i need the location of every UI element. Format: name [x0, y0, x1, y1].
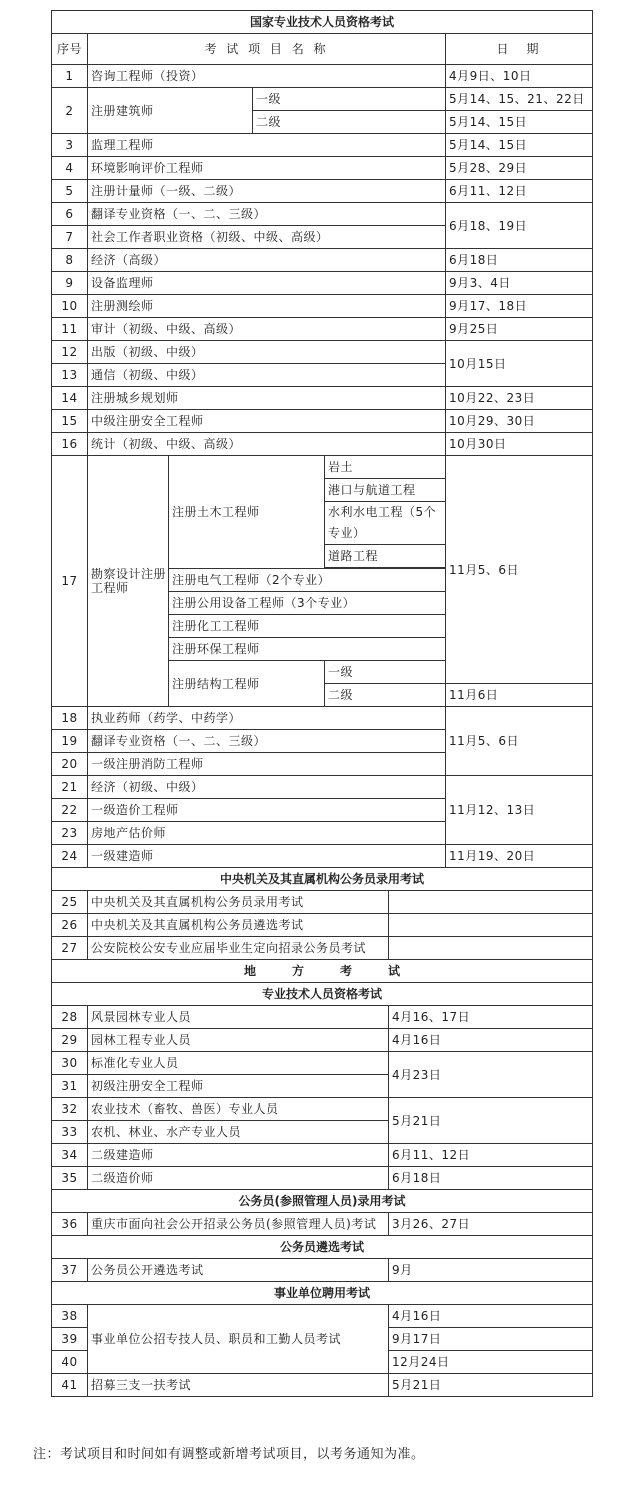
exam-name: 中央机关及其直属机构公务员遴选考试 [88, 914, 389, 937]
exam-name: 公安院校公安专业应届毕业生定向招录公务员考试 [88, 937, 389, 960]
exam-date: 9月3、4日 [446, 272, 593, 295]
exam-name: 注册城乡规划师 [88, 387, 446, 410]
header-name: 考 试 项 目 名 称 [88, 34, 446, 65]
exam-name: 中央机关及其直属机构公务员录用考试 [88, 891, 389, 914]
exam-name: 注册计量师（一级、二级） [88, 180, 446, 203]
section-title-central: 中央机关及其直属机构公务员录用考试 [52, 868, 593, 891]
table-row [52, 1144, 593, 1167]
seq-cell: 28 [52, 1006, 88, 1029]
exam-date: 10月30日 [446, 433, 593, 456]
exam-schedule [51, 10, 592, 1397]
exam-date: 6月18、19日 [446, 203, 593, 249]
seq-cell: 41 [52, 1374, 88, 1397]
exam-date: 10月29、30日 [446, 410, 593, 433]
exam-subname: 注册公用设备工程师（3个专业） [169, 592, 446, 615]
exam-level: 一级 [325, 661, 446, 684]
table-row [52, 914, 593, 937]
exam-date [389, 914, 593, 937]
exam-date: 4月16日 [389, 1305, 593, 1328]
exam-name: 社会工作者职业资格（初级、中级、高级） [88, 226, 446, 249]
exam-name: 执业药师（药学、中药学） [88, 707, 446, 730]
exam-name: 二级建造师 [88, 1144, 389, 1167]
seq-cell: 40 [52, 1351, 88, 1374]
seq-cell: 13 [52, 364, 88, 387]
exam-name: 初级注册安全工程师 [88, 1075, 389, 1098]
table-row [52, 776, 593, 799]
table-row [52, 1052, 593, 1075]
exam-date [389, 891, 593, 914]
seq-cell: 15 [52, 410, 88, 433]
exam-name: 翻译专业资格（一、二、三级） [88, 203, 446, 226]
seq-cell: 36 [52, 1213, 88, 1236]
table-row [52, 1098, 593, 1121]
exam-date: 12月24日 [389, 1351, 593, 1374]
table-row [52, 272, 593, 295]
seq-cell: 34 [52, 1144, 88, 1167]
exam-date [389, 937, 593, 960]
exam-date: 3月26、27日 [389, 1213, 593, 1236]
table-row [52, 203, 593, 226]
seq-cell: 31 [52, 1075, 88, 1098]
seq-cell: 32 [52, 1098, 88, 1121]
seq-cell: 11 [52, 318, 88, 341]
exam-date: 10月15日 [446, 341, 593, 387]
exam-subname: 注册化工工程师 [169, 615, 446, 638]
seq-cell: 24 [52, 845, 88, 868]
exam-subname: 注册结构工程师 [169, 661, 325, 707]
seq-cell: 25 [52, 891, 88, 914]
exam-name: 重庆市面向社会公开招录公务员(参照管理人员)考试 [88, 1213, 389, 1236]
table-row [52, 180, 593, 203]
exam-name: 咨询工程师（投资） [88, 65, 446, 88]
exam-name: 园林工程专业人员 [88, 1029, 389, 1052]
header-date: 日 期 [446, 34, 593, 65]
exam-name: 农机、林业、水产专业人员 [88, 1121, 389, 1144]
exam-name: 统计（初级、中级、高级） [88, 433, 446, 456]
section-title-national: 国家专业技术人员资格考试 [52, 11, 593, 34]
table-row [52, 845, 593, 868]
exam-date: 11月12、13日 [446, 776, 593, 845]
exam-subname: 注册电气工程师（2个专业） [169, 569, 446, 592]
exam-date: 9月17日 [389, 1328, 593, 1351]
table-row [52, 1167, 593, 1190]
table-row [52, 1305, 593, 1328]
table-row [52, 65, 593, 88]
exam-name: 勘察设计注册工程师 [88, 456, 169, 707]
table-row [52, 1006, 593, 1029]
exam-name: 一级建造师 [88, 845, 446, 868]
exam-name: 风景园林专业人员 [88, 1006, 389, 1029]
exam-level: 一级 [253, 88, 446, 111]
section-title-select: 公务员遴选考试 [52, 1236, 593, 1259]
exam-date: 11月19、20日 [446, 845, 593, 868]
section-title-civil: 公务员(参照管理人员)录用考试 [52, 1190, 593, 1213]
table-row [52, 410, 593, 433]
exam-date: 4月23日 [389, 1052, 593, 1098]
seq-cell: 1 [52, 65, 88, 88]
header-seq: 序号 [52, 34, 88, 65]
table-row [52, 295, 593, 318]
seq-cell: 3 [52, 134, 88, 157]
exam-name: 招募三支一扶考试 [88, 1374, 389, 1397]
exam-name: 公务员公开遴选考试 [88, 1259, 389, 1282]
table-row [52, 157, 593, 180]
exam-date: 11月5、6日 [446, 456, 593, 684]
exam-date: 4月9日、10日 [446, 65, 593, 88]
exam-name: 房地产估价师 [88, 822, 446, 845]
exam-name: 审计（初级、中级、高级） [88, 318, 446, 341]
exam-date: 5月28、29日 [446, 157, 593, 180]
seq-cell: 6 [52, 203, 88, 226]
table-row [52, 891, 593, 914]
exam-name: 注册测绘师 [88, 295, 446, 318]
table-row [52, 1374, 593, 1397]
exam-subname: 注册土木工程师 [169, 456, 325, 569]
seq-cell: 7 [52, 226, 88, 249]
exam-specialty: 道路工程 [325, 545, 446, 568]
seq-cell: 38 [52, 1305, 88, 1328]
exam-name: 中级注册安全工程师 [88, 410, 446, 433]
exam-name: 一级造价工程师 [88, 799, 446, 822]
table-row [52, 341, 593, 364]
exam-date: 6月18日 [446, 249, 593, 272]
exam-date: 6月18日 [389, 1167, 593, 1190]
table-row [52, 1029, 593, 1052]
seq-cell: 37 [52, 1259, 88, 1282]
seq-cell: 14 [52, 387, 88, 410]
section-title-local: 地 方 考 试 [52, 960, 593, 983]
table-row [52, 433, 593, 456]
section-title-inst: 事业单位聘用考试 [52, 1282, 593, 1305]
exam-name: 一级注册消防工程师 [88, 753, 446, 776]
exam-specialty: 港口与航道工程 [325, 479, 446, 502]
seq-cell: 30 [52, 1052, 88, 1075]
exam-date: 9月 [389, 1259, 593, 1282]
exam-date: 6月11、12日 [389, 1144, 593, 1167]
exam-date: 5月14、15日 [446, 134, 593, 157]
exam-date: 9月17、18日 [446, 295, 593, 318]
seq-cell: 16 [52, 433, 88, 456]
footnote: 注：考试项目和时间如有调整或新增考试项目，以考务通知为准。 [33, 1447, 425, 1462]
exam-date: 9月25日 [446, 318, 593, 341]
seq-cell: 23 [52, 822, 88, 845]
exam-specialty: 水利水电工程（5个专业） [325, 502, 446, 545]
exam-date: 5月21日 [389, 1374, 593, 1397]
table-row [52, 707, 593, 730]
exam-date: 11月5、6日 [446, 707, 593, 776]
exam-level: 二级 [325, 684, 446, 707]
exam-name: 标准化专业人员 [88, 1052, 389, 1075]
seq-cell: 22 [52, 799, 88, 822]
table-row [52, 387, 593, 410]
exam-name: 通信（初级、中级） [88, 364, 446, 387]
table-row [52, 249, 593, 272]
table-row [52, 134, 593, 157]
seq-cell: 19 [52, 730, 88, 753]
seq-cell: 29 [52, 1029, 88, 1052]
seq-cell: 35 [52, 1167, 88, 1190]
exam-date: 5月14、15日 [446, 111, 593, 134]
exam-name: 设备监理师 [88, 272, 446, 295]
exam-name: 经济（初级、中级） [88, 776, 446, 799]
exam-date: 10月22、23日 [446, 387, 593, 410]
exam-date: 6月11、12日 [446, 180, 593, 203]
exam-schedule-table [51, 10, 593, 1397]
exam-level: 二级 [253, 111, 446, 134]
seq-cell: 17 [52, 456, 88, 707]
exam-date: 11月6日 [446, 684, 593, 707]
table-row [52, 937, 593, 960]
exam-name: 农业技术（畜牧、兽医）专业人员 [88, 1098, 389, 1121]
exam-name: 经济（高级） [88, 249, 446, 272]
seq-cell: 5 [52, 180, 88, 203]
exam-name: 事业单位公招专技人员、职员和工勤人员考试 [88, 1305, 389, 1374]
exam-date: 5月14、15、21、22日 [446, 88, 593, 111]
exam-name: 翻译专业资格（一、二、三级） [88, 730, 446, 753]
exam-name: 监理工程师 [88, 134, 446, 157]
exam-name: 注册建筑师 [88, 88, 253, 134]
table-row [52, 1259, 593, 1282]
table-row [52, 88, 593, 111]
seq-cell: 8 [52, 249, 88, 272]
exam-date: 4月16日 [389, 1029, 593, 1052]
seq-cell: 10 [52, 295, 88, 318]
seq-cell: 20 [52, 753, 88, 776]
exam-name: 出版（初级、中级） [88, 341, 446, 364]
seq-cell: 18 [52, 707, 88, 730]
exam-specialty: 岩土 [325, 456, 446, 479]
seq-cell: 21 [52, 776, 88, 799]
seq-cell: 9 [52, 272, 88, 295]
seq-cell: 2 [52, 88, 88, 134]
seq-cell: 27 [52, 937, 88, 960]
table-row [52, 456, 593, 479]
seq-cell: 26 [52, 914, 88, 937]
exam-date: 4月16、17日 [389, 1006, 593, 1029]
exam-date: 5月21日 [389, 1098, 593, 1144]
exam-name: 环境影响评价工程师 [88, 157, 446, 180]
section-title-local-pro: 专业技术人员资格考试 [52, 983, 593, 1006]
seq-cell: 12 [52, 341, 88, 364]
table-row [52, 318, 593, 341]
table-row [52, 1213, 593, 1236]
seq-cell: 39 [52, 1328, 88, 1351]
exam-subname: 注册环保工程师 [169, 638, 446, 661]
exam-name: 二级造价师 [88, 1167, 389, 1190]
seq-cell: 4 [52, 157, 88, 180]
seq-cell: 33 [52, 1121, 88, 1144]
